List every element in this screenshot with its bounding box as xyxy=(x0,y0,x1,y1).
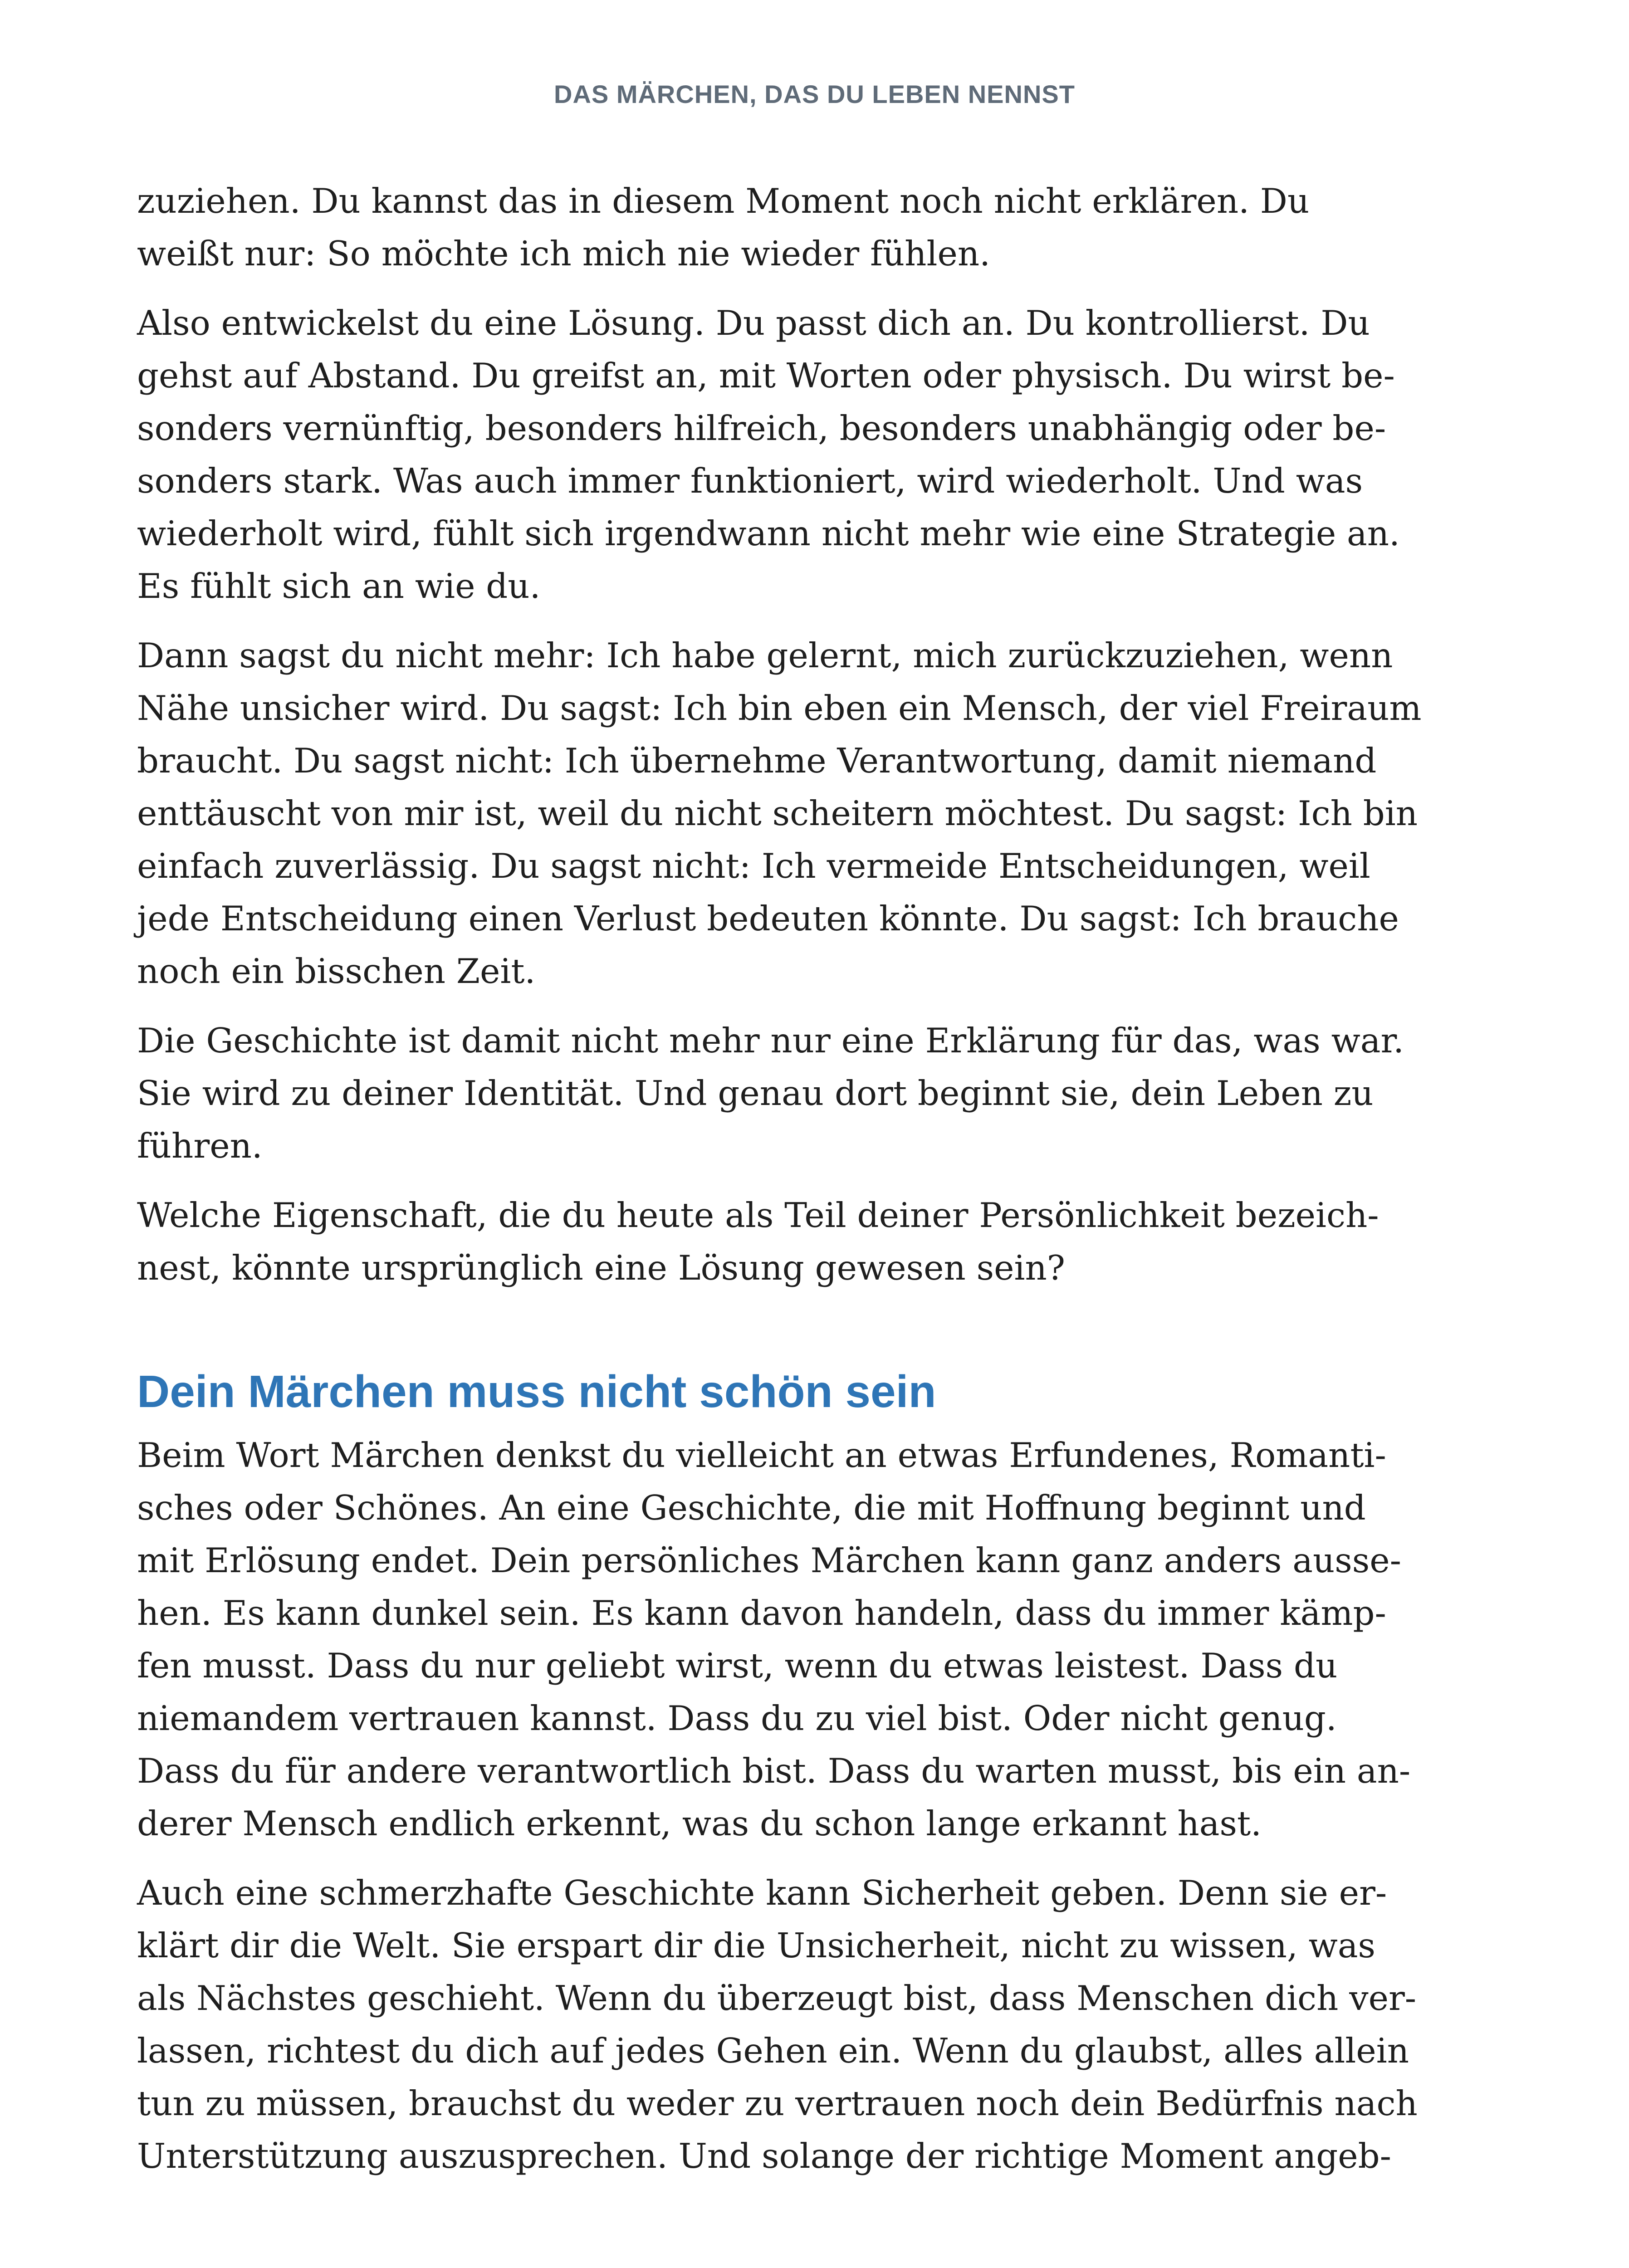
text-line: Beim Wort Märchen denkst du vielleicht an etwas Erfundenes, Romanti- xyxy=(137,1435,1386,1475)
text-line: noch ein bisschen Zeit. xyxy=(137,951,536,991)
text-line: jede Entscheidung einen Verlust bedeuten könnte. Du sagst: Ich brauche xyxy=(137,899,1399,938)
text-line: sches oder Schönes. An eine Geschichte, die mit Hoffnung beginnt und xyxy=(137,1488,1366,1528)
text-line: Also entwickelst du eine Lösung. Du passt dich an. Du kontrollierst. Du xyxy=(137,303,1370,343)
section-heading: Dein Märchen muss nicht schön sein xyxy=(137,1366,936,1417)
text-line: sonders stark. Was auch immer funktioniert, wird wiederholt. Und was xyxy=(137,461,1363,501)
text-line: weißt nur: So möchte ich mich nie wieder fühlen. xyxy=(137,234,990,274)
text-line: nest, könnte ursprünglich eine Lösung gewesen sein? xyxy=(137,1248,1065,1288)
text-line: mit Erlösung endet. Dein persönliches Märchen kann ganz anders ausse- xyxy=(137,1540,1402,1580)
paragraph xyxy=(137,1867,1430,2182)
text-line: niemandem vertrauen kannst. Dass du zu viel bist. Oder nicht genug. xyxy=(137,1698,1337,1738)
text-line: gehst auf Abstand. Du greifst an, mit Worten oder physisch. Du wirst be- xyxy=(137,356,1395,396)
text-line: enttäuscht von mir ist, weil du nicht scheitern möchtest. Du sagst: Ich bin xyxy=(137,793,1418,833)
text-line: sonders vernünftig, besonders hilfreich, besonders unabhängig oder be- xyxy=(137,408,1386,448)
text-line: Es fühlt sich an wie du. xyxy=(137,566,541,606)
paragraph xyxy=(137,1429,1430,1850)
text-line: führen. xyxy=(137,1126,263,1166)
text-line: einfach zuverlässig. Du sagst nicht: Ich vermeide Entscheidungen, weil xyxy=(137,846,1370,886)
text-line: als Nächstes geschieht. Wenn du überzeugt bist, dass Menschen dich ver- xyxy=(137,1978,1417,2018)
text-line: Unterstützung auszusprechen. Und solange der richtige Moment angeb- xyxy=(137,2136,1392,2176)
text-line: Auch eine schmerzhafte Geschichte kann Sicherheit geben. Denn sie er- xyxy=(137,1873,1387,1913)
text-line: fen musst. Dass du nur geliebt wirst, wenn du etwas leistest. Dass du xyxy=(137,1646,1338,1686)
text-line: wiederholt wird, fühlt sich irgendwann nicht mehr wie eine Strategie an. xyxy=(137,513,1400,553)
text-line: Welche Eigenschaft, die du heute als Teil deiner Persönlichkeit bezeich- xyxy=(137,1195,1379,1235)
paragraph xyxy=(137,1189,1430,1294)
text-line: zuziehen. Du kannst das in diesem Moment noch nicht erklären. Du xyxy=(137,181,1310,221)
text-line: lassen, richtest du dich auf jedes Gehen ein. Wenn du glaubst, alles allein xyxy=(137,2031,1409,2071)
text-line: hen. Es kann dunkel sein. Es kann davon handeln, dass du immer kämp- xyxy=(137,1593,1386,1633)
paragraph xyxy=(137,629,1430,997)
text-line: Die Geschichte ist damit nicht mehr nur eine Erklärung für das, was war. xyxy=(137,1021,1404,1061)
paragraph xyxy=(137,175,1430,280)
text-line: klärt dir die Welt. Sie erspart dir die Unsicherheit, nicht zu wissen, was xyxy=(137,1926,1376,1965)
text-line: Nähe unsicher wird. Du sagst: Ich bin eben ein Mensch, der viel Freiraum xyxy=(137,688,1422,728)
text-line: Dass du für andere verantwortlich bist. Dass du warten musst, bis ein an- xyxy=(137,1751,1411,1791)
text-line: tun zu müssen, brauchst du weder zu vertrauen noch dein Bedürfnis nach xyxy=(137,2083,1418,2123)
text-line: derer Mensch endlich erkennt, was du schon lange erkannt hast. xyxy=(137,1804,1262,1843)
running-header: DAS MÄRCHEN, DAS DU LEBEN NENNST xyxy=(554,80,1075,108)
body-text xyxy=(137,175,1430,2199)
text-line: Dann sagst du nicht mehr: Ich habe gelernt, mich zurückzuziehen, wenn xyxy=(137,635,1393,675)
paragraph xyxy=(137,297,1430,612)
text-line: Sie wird zu deiner Identität. Und genau dort beginnt sie, dein Leben zu xyxy=(137,1073,1374,1113)
text-line: braucht. Du sagst nicht: Ich übernehme Verantwortung, damit niemand xyxy=(137,741,1377,781)
paragraph xyxy=(137,1014,1430,1172)
